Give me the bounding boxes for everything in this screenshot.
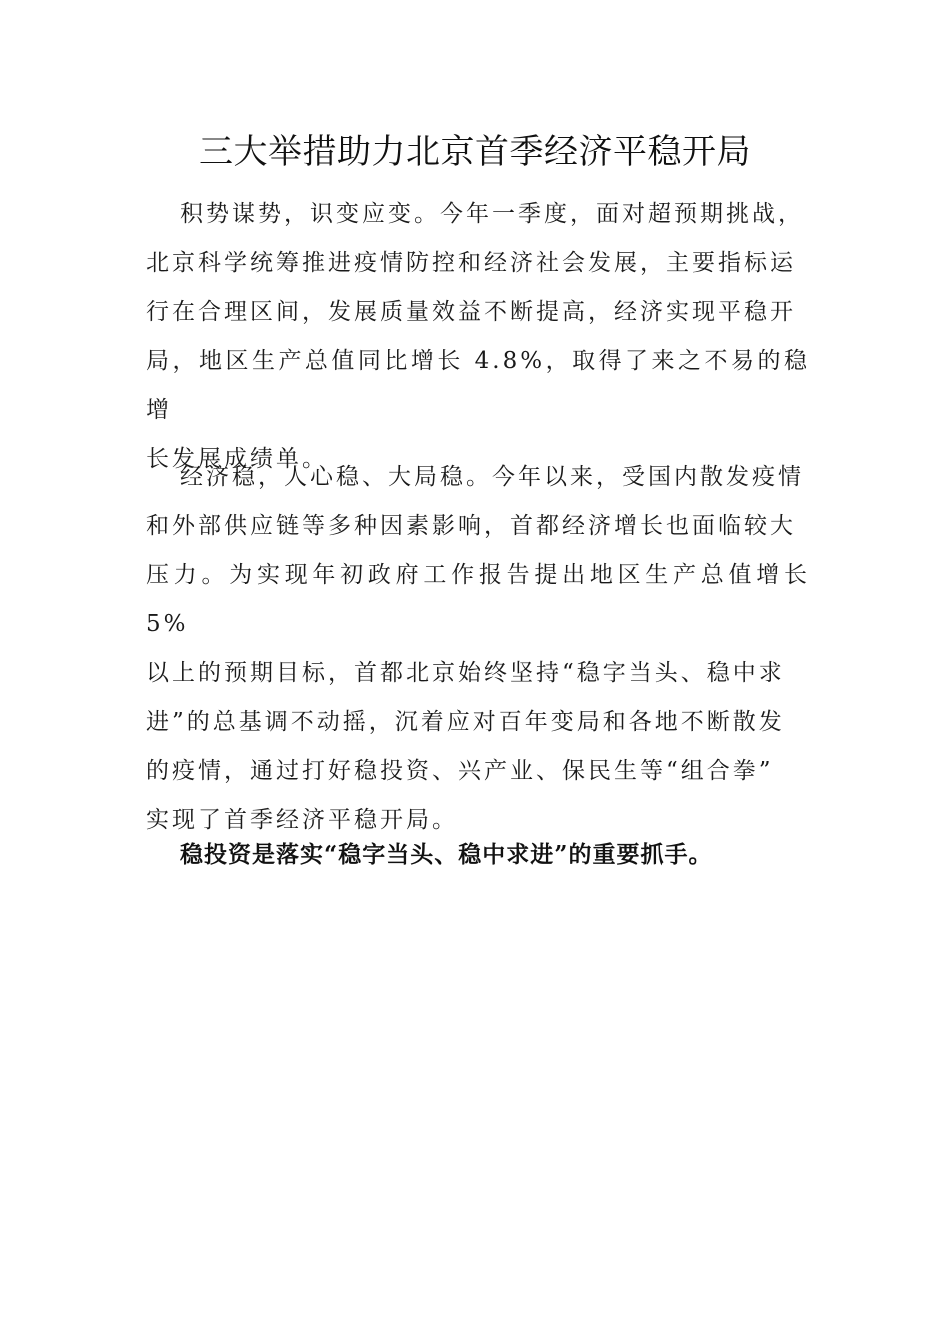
paragraph-line: 积势谋势，识变应变。今年一季度，面对超预期挑战， bbox=[180, 201, 804, 227]
paragraph-1 bbox=[146, 190, 810, 484]
paragraph-line: 长发展成绩单。 bbox=[146, 446, 328, 472]
paragraph-line: 北京科学统筹推进疫情防控和经济社会发展，主要指标运 bbox=[146, 250, 796, 276]
paragraph-line: 实现了首季经济平稳开局。 bbox=[146, 807, 458, 833]
paragraph-line: 经济稳，人心稳、大局稳。今年以来，受国内散发疫情 bbox=[180, 464, 804, 490]
paragraph-line: 以上的预期目标，首都北京始终坚持“稳字当头、稳中求 bbox=[146, 660, 785, 686]
paragraph-line: 进”的总基调不动摇，沉着应对百年变局和各地不断散发 bbox=[146, 709, 785, 735]
paragraph-line: 行在合理区间，发展质量效益不断提高，经济实现平稳开 bbox=[146, 299, 796, 325]
document-title: 三大举措助力北京首季经济平稳开局 bbox=[199, 132, 751, 172]
paragraph-line: 和外部供应链等多种因素影响，首都经济增长也面临较大 bbox=[146, 513, 796, 539]
paragraph-line: 压力。为实现年初政府工作报告提出地区生产总值增长 5% bbox=[146, 562, 810, 637]
paragraph-2 bbox=[146, 453, 810, 845]
section-heading: 稳投资是落实“稳字当头、稳中求进”的重要抓手。 bbox=[180, 841, 713, 868]
paragraph-line: 局，地区生产总值同比增长 4.8%，取得了来之不易的稳增 bbox=[146, 348, 810, 423]
paragraph-line: 的疫情，通过打好稳投资、兴产业、保民生等“组合拳” bbox=[146, 758, 774, 784]
